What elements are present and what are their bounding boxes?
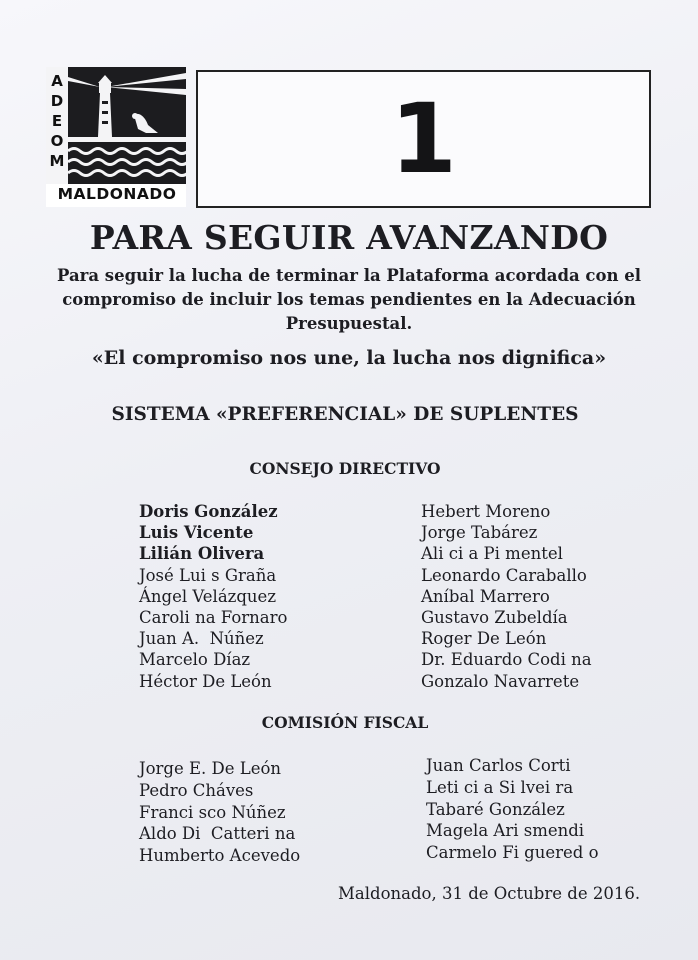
candidate-name: Lilián Olivera — [139, 544, 265, 564]
lighthouse-and-seagull-icon — [46, 67, 186, 184]
candidate-name: Ali ci a Pi mentel — [421, 544, 563, 564]
candidate-name: Tabaré González — [426, 799, 565, 819]
page-title: PARA SEGUIR AVANZANDO — [89, 218, 609, 257]
motto: «El compromiso nos une, la lucha nos dignifica» — [91, 347, 607, 369]
candidate-name: Roger De León — [421, 629, 547, 649]
candidate-name: Gustavo Zubeldía — [421, 608, 568, 628]
candidate-name: Luis Vicente — [139, 523, 254, 543]
comision-fiscal-heading: COMISIÓN FISCAL — [261, 713, 429, 732]
intro-paragraph: Para seguir la lucha de terminar la Plataforma acordada con el compromiso de incluir los temas pendientes en la Adecuación Presupuestal. — [57, 266, 641, 333]
list-number: 1 — [390, 83, 457, 195]
list-number-box — [196, 70, 651, 208]
candidate-name: Jorge E. De León — [139, 759, 282, 778]
logo-letter: E — [51, 112, 63, 130]
candidate-name: Marcelo Díaz — [139, 650, 251, 670]
candidate-name: Ángel Velázquez — [139, 586, 277, 606]
logo-letter: A — [51, 72, 63, 90]
candidate-name: Humberto Acevedo — [139, 846, 301, 866]
logo-letter: O — [50, 132, 64, 150]
candidate-name: Gonzalo Navarrete — [421, 671, 580, 691]
candidate-name: Doris González — [139, 502, 278, 521]
candidate-name: Caroli na Fornaro — [139, 608, 288, 628]
candidate-name: Leonardo Caraballo — [421, 565, 587, 585]
candidate-name: Aníbal Marrero — [421, 586, 550, 606]
candidate-name: Carmelo Fi guered o — [426, 843, 599, 863]
candidate-name: Juan Carlos Corti — [426, 756, 571, 775]
candidate-name: José Lui s Graña — [139, 565, 277, 585]
logo-letter: D — [50, 92, 64, 110]
consejo-right-list — [421, 501, 592, 692]
logo-vertical-letters — [48, 71, 66, 171]
logo-letter: M — [49, 152, 65, 170]
consejo-left-list — [139, 501, 287, 692]
consejo-directivo-heading: CONSEJO DIRECTIVO — [249, 459, 441, 478]
candidate-name: Héctor De León — [139, 671, 272, 691]
candidate-name: Franci sco Núñez — [139, 802, 286, 822]
candidate-name: Aldo Di Catteri na — [139, 824, 296, 844]
logo-name: MALDONADO — [57, 185, 177, 203]
candidate-name: Pedro Cháves — [139, 780, 254, 800]
adeom-logo — [46, 67, 186, 207]
comision-left-list — [139, 758, 300, 867]
candidate-name: Juan A. Núñez — [139, 629, 264, 649]
place-and-date: Maldonado, 31 de Octubre de 2016. — [338, 884, 641, 903]
comision-right-list — [426, 755, 599, 864]
candidate-name: Magela Ari smendi — [426, 821, 585, 841]
candidate-name: Leti ci a Si lvei ra — [426, 777, 574, 797]
system-title: SISTEMA «PREFERENCIAL» DE SUPLENTES — [111, 404, 579, 425]
candidate-name: Jorge Tabárez — [421, 523, 538, 543]
candidate-name: Hebert Moreno — [421, 502, 551, 521]
candidate-name: Dr. Eduardo Codi na — [421, 650, 592, 670]
